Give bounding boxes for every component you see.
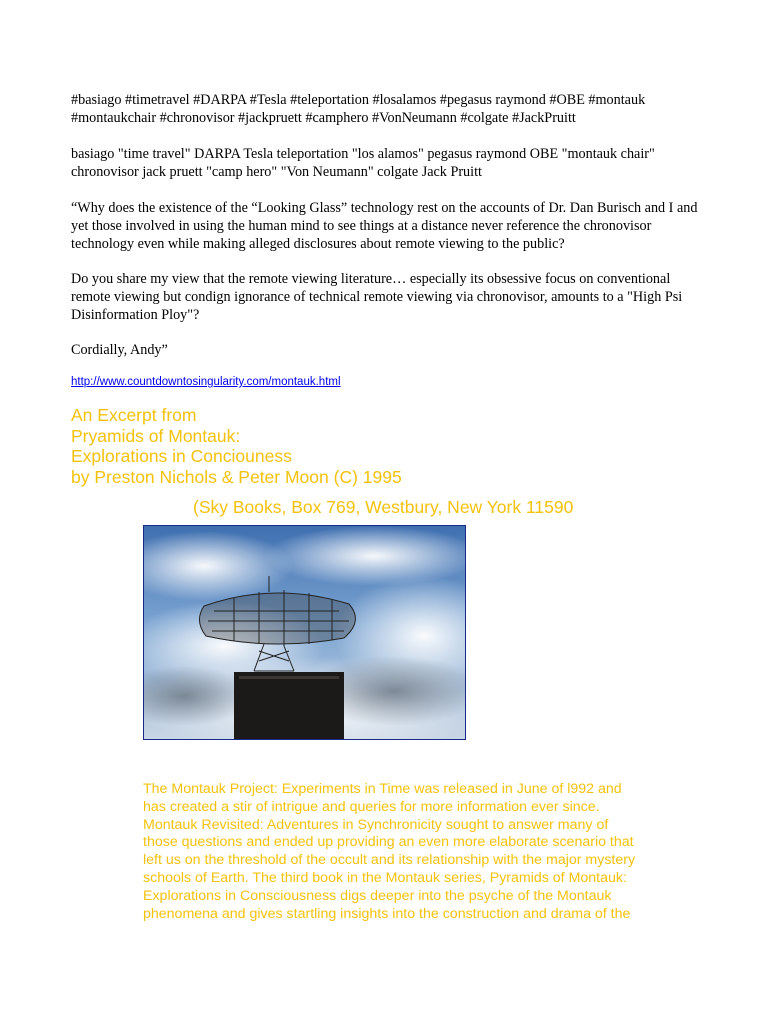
excerpt-line-3: Explorations in Conciouness [71, 446, 292, 466]
excerpt-line-1: An Excerpt from [71, 405, 197, 425]
excerpt-line-2: Pryamids of Montauk: [71, 425, 241, 446]
publisher-line: (Sky Books, Box 769, Westbury, New York 11590 [193, 497, 574, 517]
question-paragraph: Do you share my view that the remote viewing literature… especially its obsessive focus on conventional remote viewing but condign ignorance of technical remote viewing via chronovisor, amounts to a "High Psi Disinformation Ploy"? [71, 271, 683, 323]
montauk-link[interactable]: http://www.countdowntosingularity.com/montauk.html [71, 376, 341, 388]
signoff: Cordially, Andy” [71, 342, 168, 358]
hashtags-paragraph: #basiago #timetravel #DARPA #Tesla #teleportation #losalamos #pegasus raymond #OBE #montauk #montaukchair #chronovisor #jackpruett #camphero #VonNeumann #colgate #JackPruitt [71, 92, 646, 126]
excerpt-body: The Montauk Project: Experiments in Time was released in June of l992 and has created a stir of intrigue and queries for more information ever since. Montauk Revisited: Adventures in Synchronicity sought to answer many of those questions and ended up providing an even more elaborate scenario that left us on the threshold of the occult and its relationship with the major mystery schools of Earth. The third book in the Montauk series, Pyramids of Montauk: Explorations in Consciousness digs deeper into the psyche of the Montauk phenomena and gives startling insights into the construction and drama of the [143, 781, 636, 922]
radar-antenna-photo [143, 525, 466, 740]
excerpt-line-4: by Preston Nichols & Peter Moon (C) 1995 [71, 466, 402, 487]
keywords-paragraph: basiago "time travel" DARPA Tesla teleportation "los alamos" pegasus raymond OBE "montauk chair" chronovisor jack pruett "camp hero" "Von Neumann" colgate Jack Pruitt [71, 146, 655, 180]
quote-paragraph: “Why does the existence of the “Looking Glass” technology rest on the accounts of Dr. Dan Burisch and I and yet those involved in using the human mind to see things at a distance never reference the chronovisor technology even while making alleged disclosures about remote viewing to the public? [71, 200, 698, 252]
excerpt-heading [71, 405, 402, 487]
